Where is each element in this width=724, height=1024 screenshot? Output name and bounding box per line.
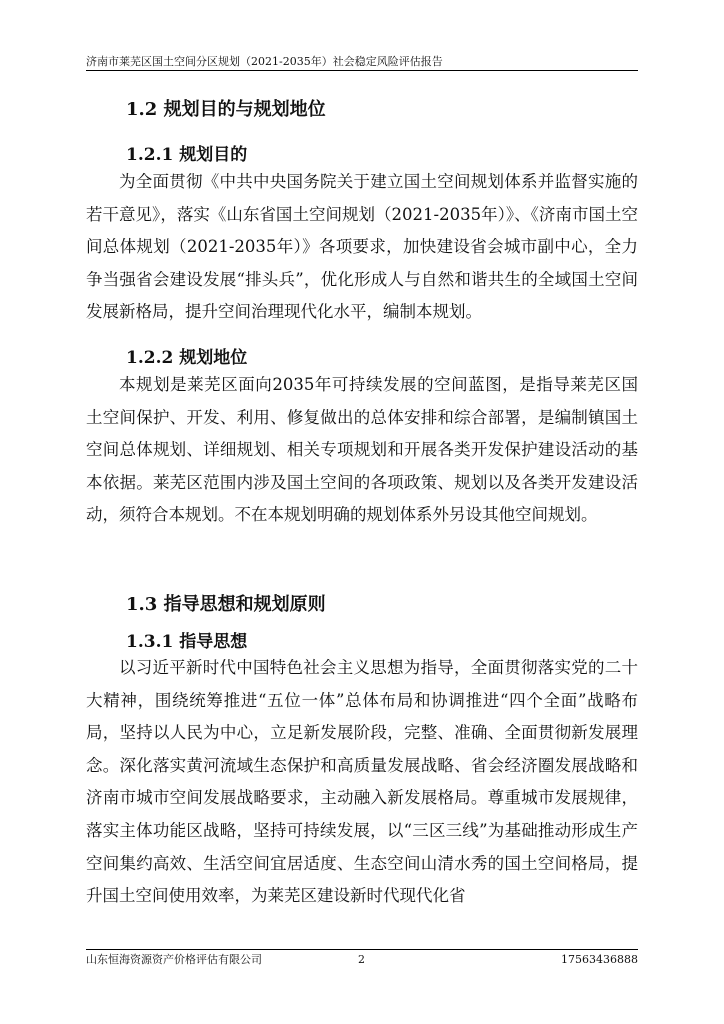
section-heading-1-2: 1.2 规划目的与规划地位 (126, 99, 326, 120)
paragraph-guiding-ideology: 以习近平新时代中国特色社会主义思想为指导，全面贯彻落实党的二十大精神，围绕统筹推进“五位一体”总体布局和协调推进“四个全面”战略布局，坚持以人民为中心，立足新发展阶段，完整、准确、全面贯彻新发展理念。深化落实黄河流域生态保护和高质量发展战略、省会经济圈发展战略和济南市城市空间发展战略要求，主动融入新发展格局。尊重城市发展规律，落实主体功能区战略，坚持可持续发展，以“三区三线”为基础推动形成生产空间集约高效、生活空间宜居适度、生态空间山清水秀的国土空间格局，提升国土空间使用效率，为莱芜区建设新时代现代化省 (86, 658, 638, 906)
footer-company: 山东恒海资源资产价格评估有限公司 (86, 953, 262, 966)
section-heading-1-3: 1.3 指导思想和规划原则 (126, 594, 326, 615)
paragraph-planning-purpose: 为全面贯彻《中共中央国务院关于建立国土空间规划体系并监督实施的若干意见》，落实《山东省国土空间规划（2021-2035年）》、《济南市国土空间总体规划（2021-2035年）》各项要求，加快建设省会城市副中心，全力争当强省会建设发展“排头兵”，优化形成人与自然和谐共生的全域国土空间发展新格局，提升空间治理现代化水平，编制本规划。 (86, 172, 638, 322)
footer-divider (86, 949, 638, 950)
footer-phone: 17563436888 (561, 953, 638, 966)
footer-page-number: 2 (358, 953, 365, 966)
page-header-title: 济南市莱芜区国土空间分区规划（2021-2035年）社会稳定风险评估报告 (86, 55, 443, 68)
subsection-heading-1-2-1: 1.2.1 规划目的 (126, 145, 248, 165)
subsection-heading-1-3-1: 1.3.1 指导思想 (126, 632, 248, 652)
subsection-heading-1-2-2: 1.2.2 规划地位 (126, 348, 248, 368)
paragraph-planning-status: 本规划是莱芜区面向2035年可持续发展的空间蓝图，是指导莱芜区国土空间保护、开发、利用、修复做出的总体安排和综合部署，是编制镇国土空间总体规划、详细规划、相关专项规划和开展各类开发保护建设活动的基本依据。莱芜区范围内涉及国土空间的各项政策、规划以及各类开发建设活动，须符合本规划。不在本规划明确的规划体系外另设其他空间规划。 (86, 375, 638, 525)
header-divider (86, 70, 638, 71)
